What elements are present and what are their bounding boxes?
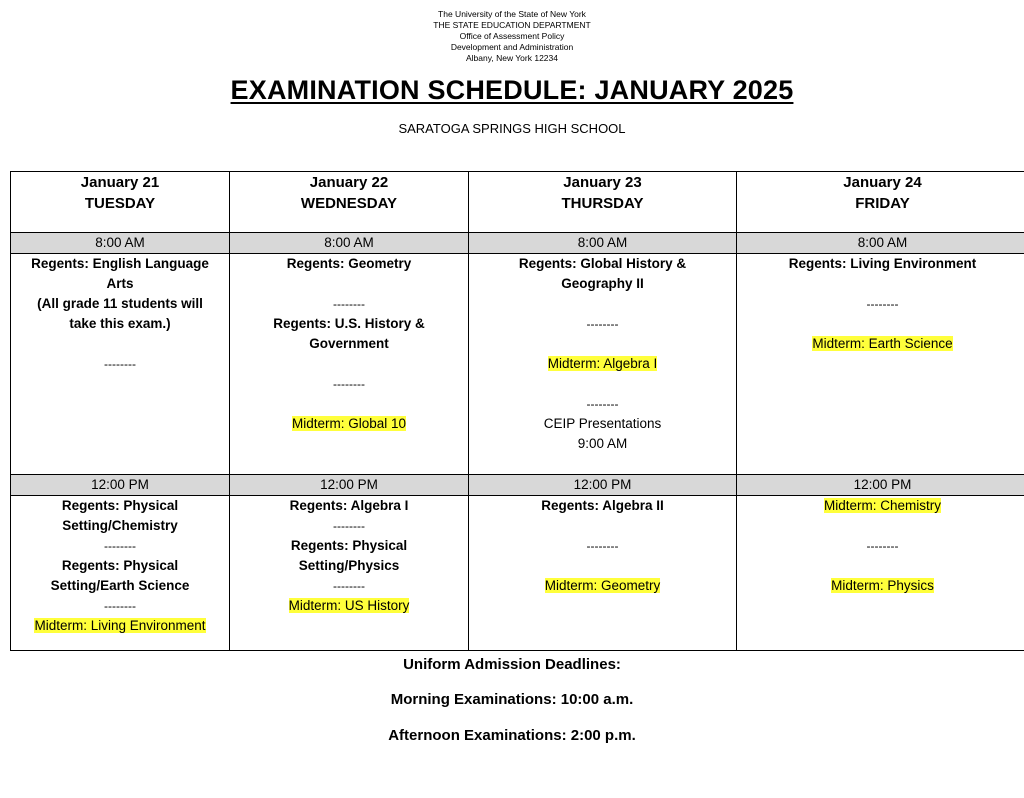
day-header-wednesday <box>230 172 469 233</box>
department-header <box>0 9 1024 64</box>
exam-title: Regents: Global History & <box>518 256 687 271</box>
exam-title: Regents: Physical <box>290 538 408 553</box>
event-title: CEIP Presentations <box>543 416 662 431</box>
exam-title: Regents: English Language <box>31 256 209 271</box>
event-time: 9:00 AM <box>577 436 628 451</box>
separator: -------- <box>104 599 136 613</box>
wednesday-morning-cell <box>230 254 469 475</box>
midterm-label: Midterm: Algebra I <box>547 356 658 371</box>
separator: -------- <box>333 519 365 533</box>
exam-title: Regents: Algebra II <box>541 498 664 513</box>
admission-deadlines-heading: Uniform Admission Deadlines: <box>403 656 621 673</box>
exam-title: Arts <box>106 276 134 291</box>
morning-time: 8:00 AM <box>469 233 737 254</box>
afternoon-exams-row <box>11 496 1024 651</box>
exam-note: (All grade 11 students will <box>37 296 203 311</box>
day-weekday: WEDNESDAY <box>300 195 398 212</box>
morning-time: 8:00 AM <box>230 233 469 254</box>
exam-title: Government <box>309 336 389 351</box>
header-line: The University of the State of New York <box>438 9 586 19</box>
separator: -------- <box>586 397 619 411</box>
tuesday-morning-cell <box>11 254 230 475</box>
header-line: THE STATE EDUCATION DEPARTMENT <box>433 20 591 30</box>
morning-time: 8:00 AM <box>11 233 230 254</box>
afternoon-time: 12:00 PM <box>11 475 230 496</box>
morning-deadline: Morning Examinations: 10:00 a.m. <box>390 691 634 708</box>
midterm-label: Midterm: Chemistry <box>823 498 941 513</box>
exam-title: Setting/Chemistry <box>62 518 178 533</box>
separator: -------- <box>586 539 619 553</box>
day-date: January 21 <box>80 174 160 191</box>
midterm-label: Midterm: Physics <box>831 578 934 593</box>
midterm-label: Midterm: Global 10 <box>291 416 407 431</box>
separator: -------- <box>866 297 899 311</box>
thursday-morning-cell <box>469 254 737 475</box>
day-header-thursday <box>469 172 737 233</box>
thursday-afternoon-cell <box>469 496 737 651</box>
school-name: SARATOGA SPRINGS HIGH SCHOOL <box>398 121 626 136</box>
morning-time-row <box>11 233 1024 254</box>
page-title-text: EXAMINATION SCHEDULE: JANUARY 2025 <box>230 75 794 105</box>
day-header-friday <box>737 172 1024 233</box>
day-weekday: FRIDAY <box>855 195 910 212</box>
friday-afternoon-cell <box>737 496 1024 651</box>
day-weekday: TUESDAY <box>84 195 156 212</box>
header-line: Albany, New York 12234 <box>466 53 558 63</box>
exam-title: Setting/Physics <box>298 558 400 573</box>
header-line: Development and Administration <box>450 42 574 52</box>
separator: -------- <box>333 579 365 593</box>
separator: -------- <box>866 539 899 553</box>
day-date: January 22 <box>309 174 389 191</box>
day-header-tuesday <box>11 172 230 233</box>
separator: -------- <box>104 539 136 553</box>
exam-schedule-table <box>10 171 1024 651</box>
separator: -------- <box>104 357 136 371</box>
afternoon-time: 12:00 PM <box>230 475 469 496</box>
afternoon-time: 12:00 PM <box>469 475 737 496</box>
exam-title: Regents: U.S. History & <box>273 316 425 331</box>
day-weekday: THURSDAY <box>561 195 644 212</box>
friday-morning-cell <box>737 254 1024 475</box>
midterm-label: Midterm: Living Environment <box>34 618 206 633</box>
exam-title: Regents: Algebra I <box>289 498 409 513</box>
exam-title: Regents: Living Environment <box>788 256 977 271</box>
midterm-label: Midterm: Geometry <box>544 578 661 593</box>
separator: -------- <box>586 317 619 331</box>
day-date: January 24 <box>843 174 922 191</box>
midterm-label: Midterm: US History <box>288 598 410 613</box>
header-line: Office of Assessment Policy <box>459 31 565 41</box>
tuesday-afternoon-cell <box>11 496 230 651</box>
wednesday-afternoon-cell <box>230 496 469 651</box>
midterm-label: Midterm: Earth Science <box>812 336 953 351</box>
afternoon-time-row <box>11 475 1024 496</box>
exam-title: Regents: Physical <box>61 498 179 513</box>
exam-title: Regents: Geometry <box>286 256 412 271</box>
page-title <box>0 75 1024 106</box>
separator: -------- <box>333 297 365 311</box>
day-date: January 23 <box>563 174 642 191</box>
afternoon-time: 12:00 PM <box>737 475 1024 496</box>
exam-note: take this exam.) <box>69 316 171 331</box>
morning-exams-row <box>11 254 1024 475</box>
exam-title: Setting/Earth Science <box>50 578 190 593</box>
exam-title: Geography II <box>561 276 644 291</box>
day-header-row <box>11 172 1024 233</box>
morning-time: 8:00 AM <box>737 233 1024 254</box>
separator: -------- <box>333 377 365 391</box>
exam-title: Regents: Physical <box>61 558 179 573</box>
afternoon-deadline: Afternoon Examinations: 2:00 p.m. <box>388 727 636 744</box>
